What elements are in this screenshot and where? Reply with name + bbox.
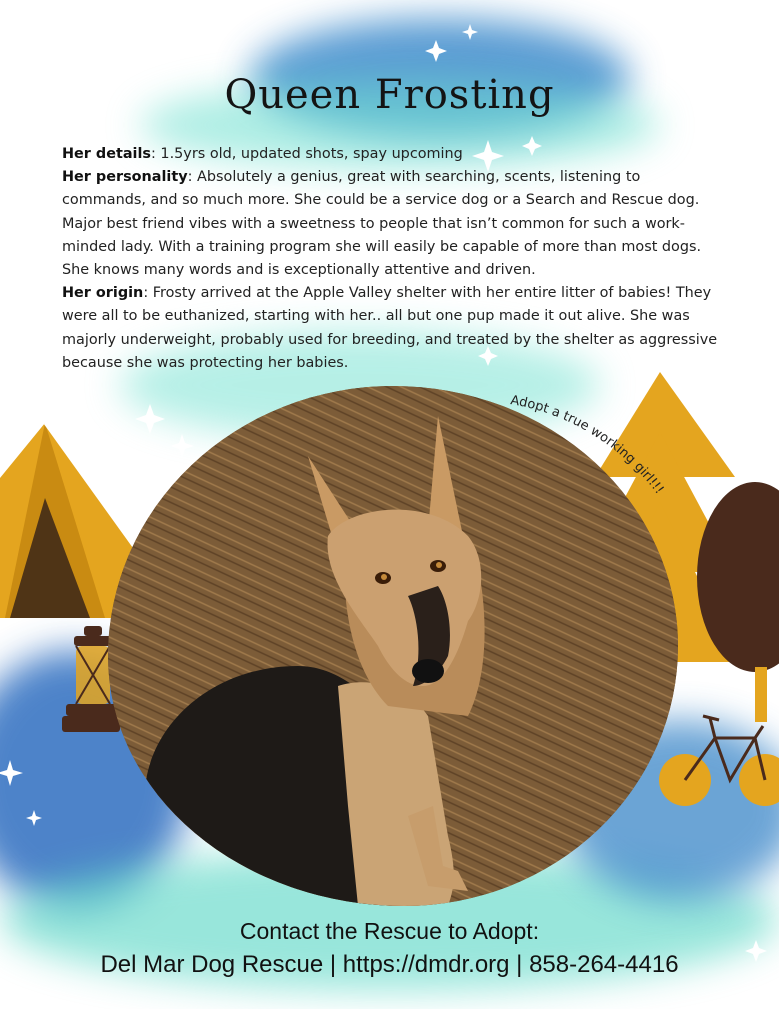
sparkle-icon: [462, 24, 478, 40]
contact-heading: Contact the Rescue to Adopt:: [239, 918, 540, 944]
tagline-curve: [500, 384, 760, 564]
sparkle-icon: [425, 40, 447, 62]
origin-text: : Frosty arrived at the Apple Valley shelter with her entire litter of babies! They were all to be euthanized, starting with her.. all but one pup made it out alive. She was majorly underweight, probably used for breeding, and treated by the shelter as aggressive because she was protecting her babies.: [62, 285, 718, 371]
details-label: Her details: [62, 146, 151, 162]
sparkle-icon: [0, 760, 23, 786]
bicycle-icon: [655, 708, 779, 808]
personality-label: Her personality: [62, 169, 188, 186]
dog-description: [62, 143, 722, 375]
sparkle-icon: [26, 810, 42, 826]
details-section: [62, 146, 463, 162]
details-text: : 1.5yrs old, updated shots, spay upcoming: [151, 146, 463, 162]
adopt-tagline: Adopt a true working girl!!!: [509, 393, 667, 498]
origin-section: [62, 285, 717, 371]
personality-section: [62, 169, 701, 278]
page-title: Queen Frosting: [224, 72, 555, 118]
personality-text: : Absolutely a genius, great with searching, scents, listening to commands, and so much more. She could be a service dog or a Search and Rescue dog. Major best friend vibes with a sweetness to people that isn’t common for such a work-minded lady. With a training program she will easily be capable of more than most dogs. She knows many words and is exceptionally attentive and driven.: [62, 169, 702, 279]
svg-text:Adopt a true working girl!!!: [509, 393, 666, 497]
origin-label: Her origin: [62, 285, 144, 302]
contact-details: Del Mar Dog Rescue | https://dmdr.org | 858-264-4416: [100, 951, 679, 978]
